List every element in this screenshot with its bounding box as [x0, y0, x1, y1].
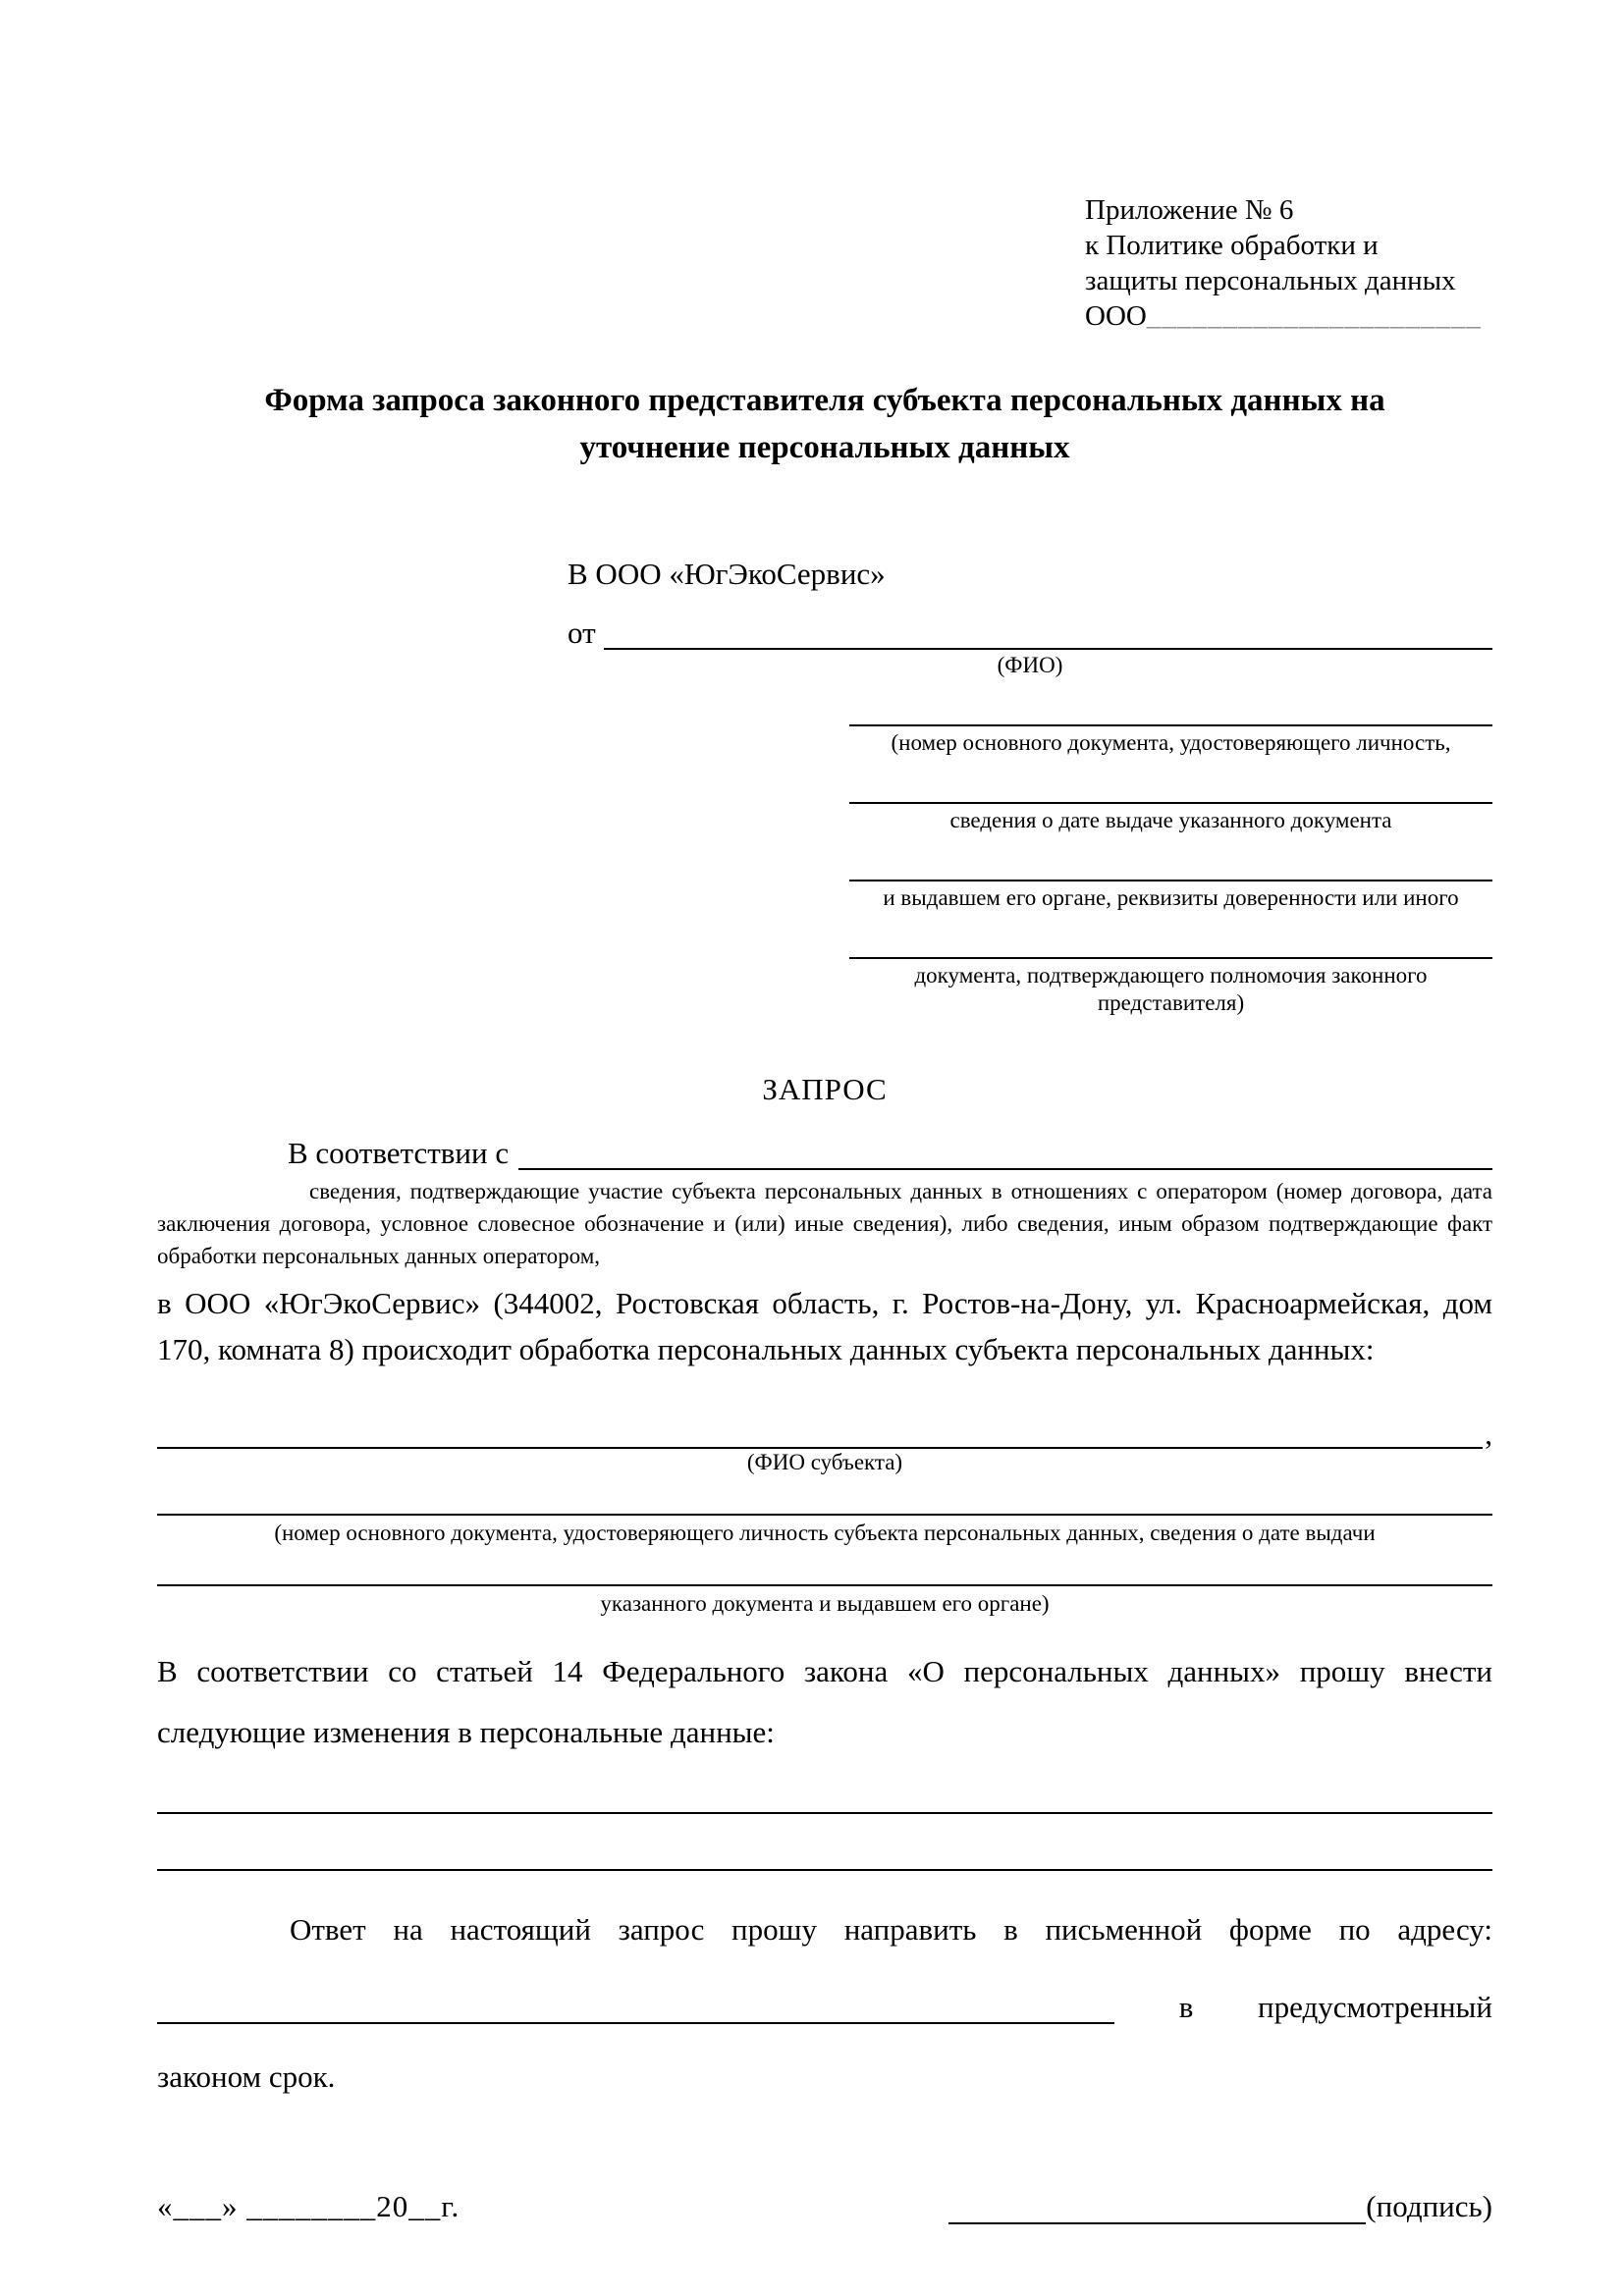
blank-field: [849, 794, 1492, 804]
signature-field: [948, 2189, 1492, 2224]
representative-doc-field-2: [849, 794, 1492, 834]
changes-blank-field-2: [157, 1814, 1492, 1871]
reply-paragraph-line2: [157, 1991, 1492, 2024]
subject-fio-row: [157, 1415, 1492, 1449]
trailing-comma: ,: [1485, 1416, 1492, 1451]
appendix-line-2: к Политике обработки и: [1085, 230, 1379, 261]
from-label: от: [568, 615, 596, 650]
subject-fio-caption: (ФИО субъекта): [746, 1450, 903, 1474]
article-paragraph: В соответствии со статьей 14 Федерального закона «О персональных данных» прошу внести следующие изменения в персональные данные:: [157, 1654, 1492, 1749]
date-blank-field: «___» ________20__г.: [157, 2189, 460, 2223]
blank-field: [849, 717, 1492, 726]
request-heading: ЗАПРОС: [762, 1072, 888, 1106]
signature-caption: (подпись): [1366, 2189, 1492, 2223]
subject-doc-field-1: [157, 1476, 1492, 1547]
field-caption: указанного документа и выдавшем его органе): [600, 1591, 1050, 1616]
accordance-row: [157, 1137, 1492, 1170]
field-caption: (номер основного документа, удостоверяющего личность субъекта персональных данных, сведения о дате выдачи: [274, 1521, 1376, 1545]
blank-field: [849, 949, 1492, 959]
representative-doc-field-4: [849, 949, 1492, 1017]
blank-field: [157, 1476, 1492, 1516]
addressee-to-line: В ООО «ЮгЭкоСервис»: [568, 557, 886, 591]
field-caption: (номер основного документа, удостоверяющего личность,: [891, 730, 1451, 755]
reply-word-v: в: [1178, 1990, 1194, 2024]
representative-doc-field-3: [849, 872, 1492, 912]
from-fio-blank-field: [604, 616, 1492, 650]
reply-paragraph-line1: Ответ на настоящий запрос прошу направить в письменной форме по адресу:: [290, 1912, 1492, 1947]
field-caption: документа, подтверждающего полномочия законного представителя): [914, 963, 1428, 1015]
reply-paragraph-line3: законом срок.: [157, 2059, 336, 2094]
blank-field: [157, 1547, 1492, 1586]
accordance-footnote: сведения, подтверждающие участие субъекта персональных данных в отношениях с оператором (номер договора, дата заключения договора, условное словесное обозначение и (или) иные сведения), либо сведения, иным образом подтверждающие факт обработки персональных данных оператором,: [157, 1179, 1492, 1268]
reply-word-predusmotrenny: предусмотренный: [1258, 1990, 1492, 2024]
appendix-org-line: [1085, 298, 1492, 334]
from-row: [568, 616, 1492, 650]
signature-row: [157, 2189, 1492, 2224]
changes-blank-field-1: [157, 1763, 1492, 1814]
blank-field: [849, 872, 1492, 881]
fio-caption: (ФИО): [997, 653, 1063, 677]
org-prefix: ООО: [1085, 300, 1147, 332]
appendix-header: [1085, 192, 1492, 334]
appendix-line-1: Приложение № 6: [1085, 194, 1294, 226]
document-title: Форма запроса законного представителя субъекта персональных данных на уточнение персональных данных: [264, 383, 1385, 465]
subject-doc-field-2: [157, 1547, 1492, 1618]
addressee-block: [568, 558, 1492, 1017]
accordance-blank-field: [518, 1137, 1492, 1170]
appendix-line-3: защиты персональных данных: [1085, 265, 1456, 296]
signature-blank-field: [948, 2191, 1366, 2224]
accordance-prefix: В соответствии с: [288, 1136, 510, 1170]
operator-paragraph: в ООО «ЮгЭкоСервис» (344002, Ростовская область, г. Ростов-на-Дону, ул. Красноармейская, дом 170, комната 8) происходит обработка персональных данных субъекта персональных данных:: [157, 1286, 1492, 1366]
representative-doc-field-1: [849, 717, 1492, 757]
subject-fio-blank-field: [157, 1415, 1483, 1449]
reply-address-blank-field: [157, 1991, 1114, 2024]
org-name-blank-field: ______________________: [1146, 300, 1482, 332]
field-caption: сведения о дате выдаче указанного документа: [949, 808, 1392, 832]
field-caption: и выдавшем его органе, реквизиты доверенности или иного: [883, 885, 1459, 910]
